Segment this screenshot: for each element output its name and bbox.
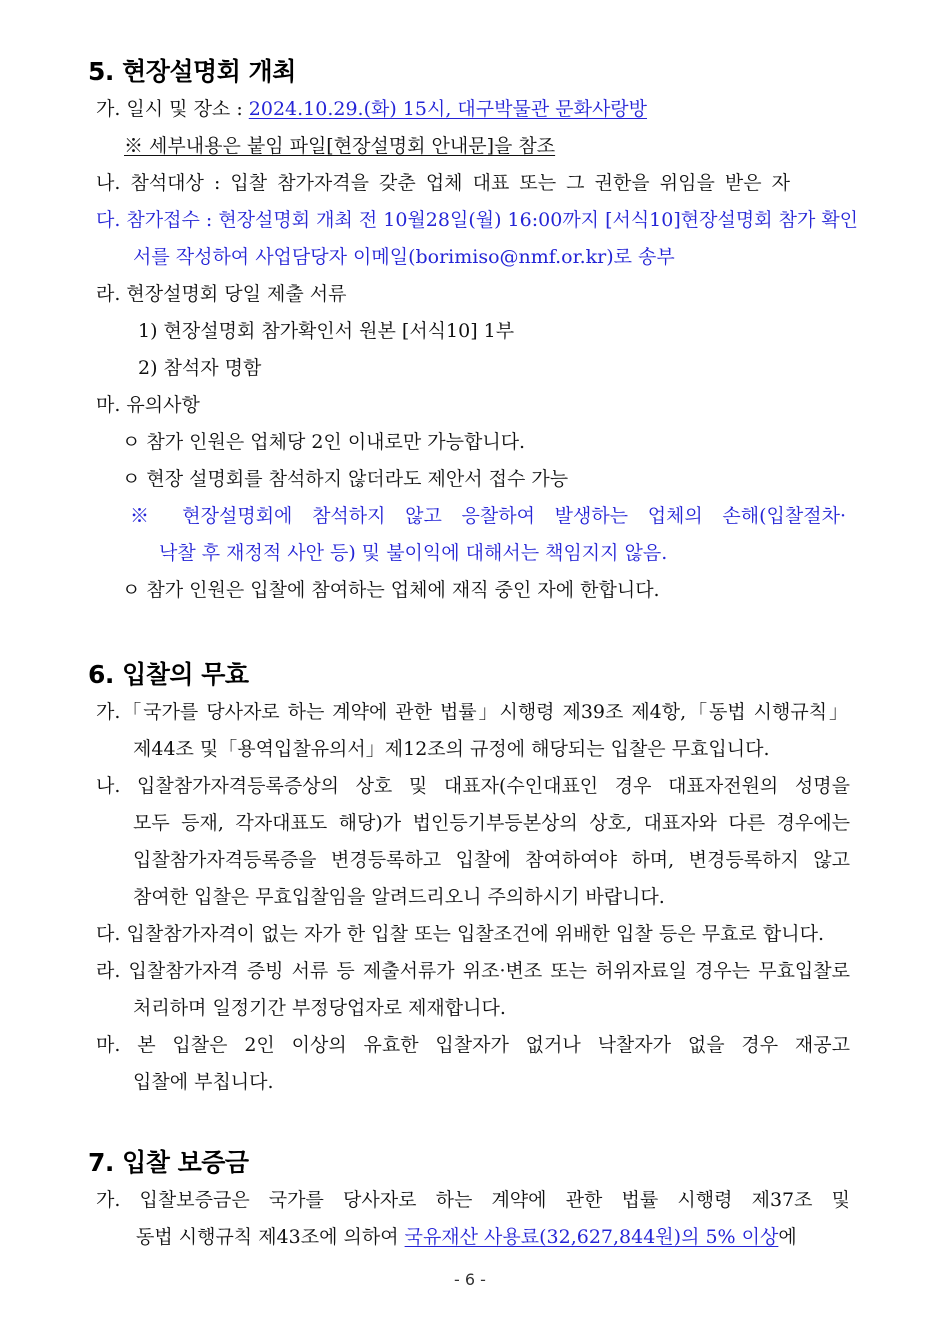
- sec5-ra: 라. 현장설명회 당일 제출 서류: [96, 283, 347, 305]
- sec5-ma: 마. 유의사항: [96, 394, 200, 416]
- sec5-ma-bullet1: ㅇ 참가 인원은 업체당 2인 이내로만 가능합니다.: [122, 431, 526, 453]
- sec5-ma-bullet2: ㅇ 현장 설명회를 참석하지 않더라도 제안서 접수 가능: [122, 468, 569, 490]
- sec5-na: 나. 참석대상 : 입찰 참가자격을 갖춘 업체 대표 또는 그 권한을 위임을 받은 자: [96, 172, 790, 194]
- section-7-title: 7. 입찰 보증금: [88, 1148, 249, 1177]
- sec5-da-line2: 서를 작성하여 사업담당자 이메일(borimiso@nmf.or.kr)로 송부: [133, 246, 675, 268]
- sec6-ra-line1: 라. 입찰참가자격 증빙 서류 등 제출서류가 위조·변조 또는 허위자료일 경우는 무효입찰로: [96, 960, 850, 982]
- sec5-ma-note-line1: ※ 현장설명회에 참석하지 않고 응찰하여 발생하는 업체의 손해(입찰절차·: [130, 505, 846, 527]
- sec6-ga-line1: 가.「국가를 당사자로 하는 계약에 관한 법률」시행령 제39조 제4항,「동법 시행규칙」: [96, 701, 848, 723]
- sec7-ga-line2-text: 동법 시행규칙 제43조에 의하여: [136, 1226, 405, 1248]
- sec5-ga-value: 2024.10.29.(화) 15시, 대구박물관 문화사랑방: [248, 98, 648, 120]
- sec6-ga-line2: 제44조 및「용역입찰유의서」제12조의 규정에 해당되는 입찰은 무효입니다.: [133, 738, 770, 760]
- sec5-ra-item2: 2) 참석자 명함: [138, 357, 262, 379]
- page-number: - 6 -: [454, 1270, 486, 1289]
- sec6-da: 다. 입찰참가자격이 없는 자가 한 입찰 또는 입찰조건에 위배한 입찰 등은 무효로 합니다.: [96, 923, 824, 945]
- sec5-ma-bullet3: ㅇ 참가 인원은 입찰에 참여하는 업체에 재직 중인 자에 한합니다.: [122, 579, 660, 601]
- sec5-ga: [96, 96, 647, 122]
- sec5-ra-item1: 1) 현장설명회 참가확인서 원본 [서식10] 1부: [138, 320, 515, 342]
- sec7-ga-line2: [136, 1224, 797, 1250]
- sec5-note: ※ 세부내용은 붙임 파일[현장설명회 안내문]을 참조: [124, 135, 556, 157]
- section-5-title: 5. 현장설명회 개최: [88, 57, 296, 86]
- sec6-na-line2: 모두 등재, 각자대표도 해당)가 법인등기부등본상의 상호, 대표자와 다른 경우에는: [133, 812, 850, 834]
- sec7-ga-line1: 가. 입찰보증금은 국가를 당사자로 하는 계약에 관한 법률 시행령 제37조 및: [96, 1189, 850, 1211]
- sec6-ma-line2: 입찰에 부칩니다.: [133, 1071, 274, 1093]
- sec5-da-line1: 다. 참가접수 : 현장설명회 개최 전 10월28일(월) 16:00까지 [서식10]현장설명회 참가 확인: [96, 209, 859, 231]
- sec6-ma-line1: 마. 본 입찰은 2인 이상의 유효한 입찰자가 없거나 낙찰자가 없을 경우 재공고: [96, 1034, 850, 1056]
- sec6-na-line4: 참여한 입찰은 무효입찰임을 알려드리오니 주의하시기 바랍니다.: [133, 886, 665, 908]
- section-6-title: 6. 입찰의 무효: [88, 660, 249, 689]
- sec6-na-line1: 나. 입찰참가자격등록증상의 상호 및 대표자(수인대표인 경우 대표자전원의 성명을: [96, 775, 850, 797]
- sec7-ga-line2-end: 에: [778, 1226, 797, 1248]
- sec5-ga-label: 가. 일시 및 장소 :: [96, 98, 249, 120]
- sec5-ma-note-line2: 낙찰 후 재정적 사안 등) 및 불이익에 대해서는 책임지지 않음.: [159, 542, 668, 564]
- sec6-na-line3: 입찰참가자격등록증을 변경등록하고 입찰에 참여하여야 하며, 변경등록하지 않고: [133, 849, 850, 871]
- sec7-usage-fee-highlight: 국유재산 사용료(32,627,844원)의 5% 이상: [404, 1226, 779, 1248]
- sec6-ra-line2: 처리하며 일정기간 부정당업자로 제재합니다.: [133, 997, 506, 1019]
